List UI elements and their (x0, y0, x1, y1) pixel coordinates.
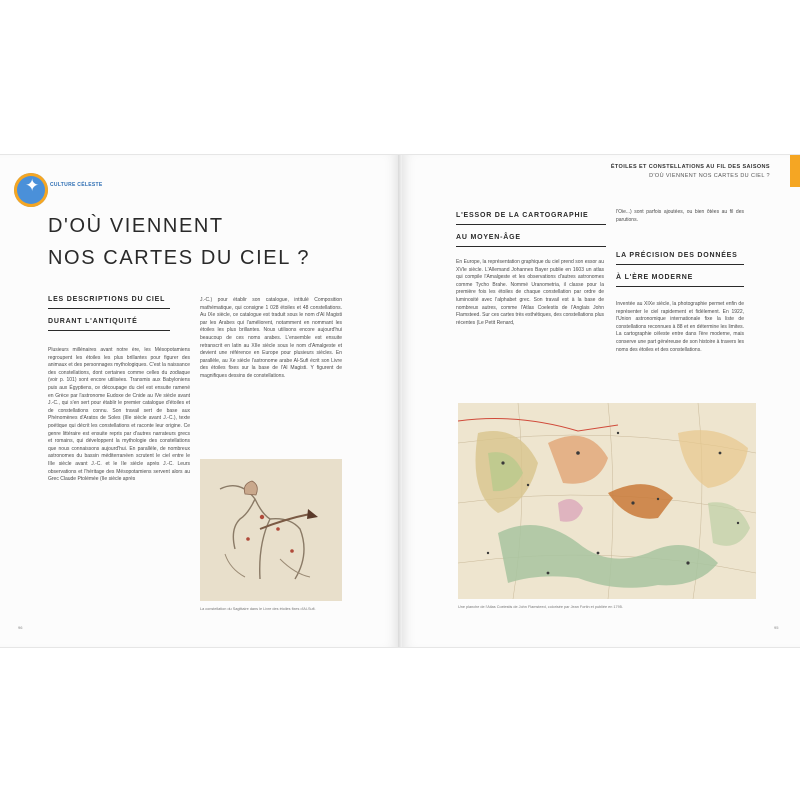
page-number-left: 96 (18, 625, 23, 630)
star-atlas-drawing (458, 403, 756, 599)
right-page (402, 155, 800, 647)
running-header (611, 163, 770, 181)
left-column-1: Plusieurs millénaires avant notre ère, les Mésopotamiens regroupent les étoiles les plus brillantes pour figurer des animaux et des personnages mythologiques. C'est la naissance des constellations, dont certaines comme celles du zodiaque (voir p. 101) sont encore utilisées. Transmis aux Babyloniens puis aux Égyptiens, ce découpage du ciel est ensuite ramené en Grèce par l'astronome Eudoxe de Cnide au IVe siècle avant J.-C., qui s'en sert pour établir le premier catalogue d'étoiles et de constellations connu. Son travail sert de base aux Phénomènes d'Aratos de Soles (IIIe siècle avant J.-C.), texte poétique qui décrit les constellations et raconte leur origine. Ce genre littéraire est ensuite repris par d'autres narrateurs grecs et romains, qui développent la mythologie des constellations que nous connaissons aujourd'hui. En parallèle, de nombreux astronomes du bassin méditerranéen scrutent le ciel entre le IIIe siècle avant J.-C. et le IIe siècle après J.-C. Leurs observations et l'héritage des Mésopotamiens servent alors au Grec Claude Ptolémée (IIe siècle après (48, 347, 190, 483)
right-image-caption: Une planche de l'Atlas Coelestis de John Flamsteed, colorisée par Jean Fortin et publiée en 1795. (458, 605, 623, 609)
title-line-2: NOS CARTES DU CIEL ? (48, 247, 311, 269)
right-column-1: En Europe, la représentation graphique du ciel prend son essor au XVIe siècle. L'Allemand Johannes Bayer publie en 1603 un atlas qui compile l'Amalgeste et les observations d'autres astronomes comme Tycho Brahe. Nommé Uranometria, il classe pour la première fois les étoiles de chaque constellation par ordre de luminosité avec l'alphabet grec. Son travail est à la base de nombreux autres, comme l'Atlas Coelestis de l'Anglais John Flamsteed. Sur ces cartes très esthétiques, des constellations plus récentes (Le Petit Renard, (456, 259, 604, 326)
subhead-modern (616, 249, 744, 293)
chapter-tab (790, 155, 800, 187)
subhead-line-1: LES DESCRIPTIONS DU CIEL (48, 293, 170, 309)
subhead-cartography (456, 209, 606, 253)
left-column-2: J.-C.) pour établir son catalogue, intitulé Composition mathématique, qui consigne 1 028 étoiles et 48 constellations. Au IXe siècle, ce catalogue est traduit sous le nom d'Al Magisti par les Arabes qui l'améliorent, notamment en nommant les étoiles les plus brillantes. Nous utilisons encore aujourd'hui beaucoup de ces noms arabes. L'ensemble est ensuite retranscrit en latin au XIIe siècle sous le nom d'Amalgeste et devient une référence en Europe pour plusieurs siècles. En parallèle, au Xe siècle l'astronome arabe Al-Sufi écrit son Livre des étoiles fixes sur la base de l'Al Magisti. Y figurent de magnifiques dessins de constellations. (200, 297, 342, 379)
sagittarius-drawing (200, 459, 342, 601)
subhead-antiquity (48, 293, 170, 337)
sagittarius-illustration (200, 459, 342, 601)
left-image-caption: La constellation du Sagittaire dans le Livre des étoiles fixes d'Al-Sufi. (200, 607, 316, 611)
right-column-2-top: l'Oie...) sont parfois ajoutées, ou bien ôtées au fil des parutions. (616, 209, 744, 223)
page-number-right: 95 (774, 625, 779, 630)
subhead2-line-2: À L'ÈRE MODERNE (616, 271, 744, 287)
title-line-1: D'OÙ VIENNENT (48, 215, 224, 237)
right-column-2: Inventée au XIXe siècle, la photographie permet enfin de représenter le ciel rapidement et fidèlement. En 1922, l'Union astronomique internationale fixe la liste de constellations reconnues à 88 et en détermine les limites. La cartographie céleste entre dans l'ère moderne, mais conserve une part généreuse de son histoire à travers les noms des étoiles et des constellations. (616, 301, 744, 353)
running-header-title: ÉTOILES ET CONSTELLATIONS AU FIL DES SAISONS (610, 164, 770, 170)
subhead1-line-1: L'ESSOR DE LA CARTOGRAPHIE (456, 209, 606, 225)
left-page (0, 155, 398, 647)
subhead2-line-1: LA PRÉCISION DES DONNÉES (616, 249, 744, 265)
page-title (48, 210, 328, 274)
star-atlas-plate (458, 403, 756, 599)
subhead-line-2: DURANT L'ANTIQUITÉ (48, 315, 170, 331)
running-header-subtitle: D'OÙ VIENNENT NOS CARTES DU CIEL ? (649, 173, 770, 179)
subhead1-line-2: AU MOYEN-ÂGE (456, 231, 606, 247)
section-label: CULTURE CÉLESTE (50, 182, 103, 188)
sparkle-icon: ✦ (25, 176, 40, 196)
book-spread (0, 154, 800, 648)
